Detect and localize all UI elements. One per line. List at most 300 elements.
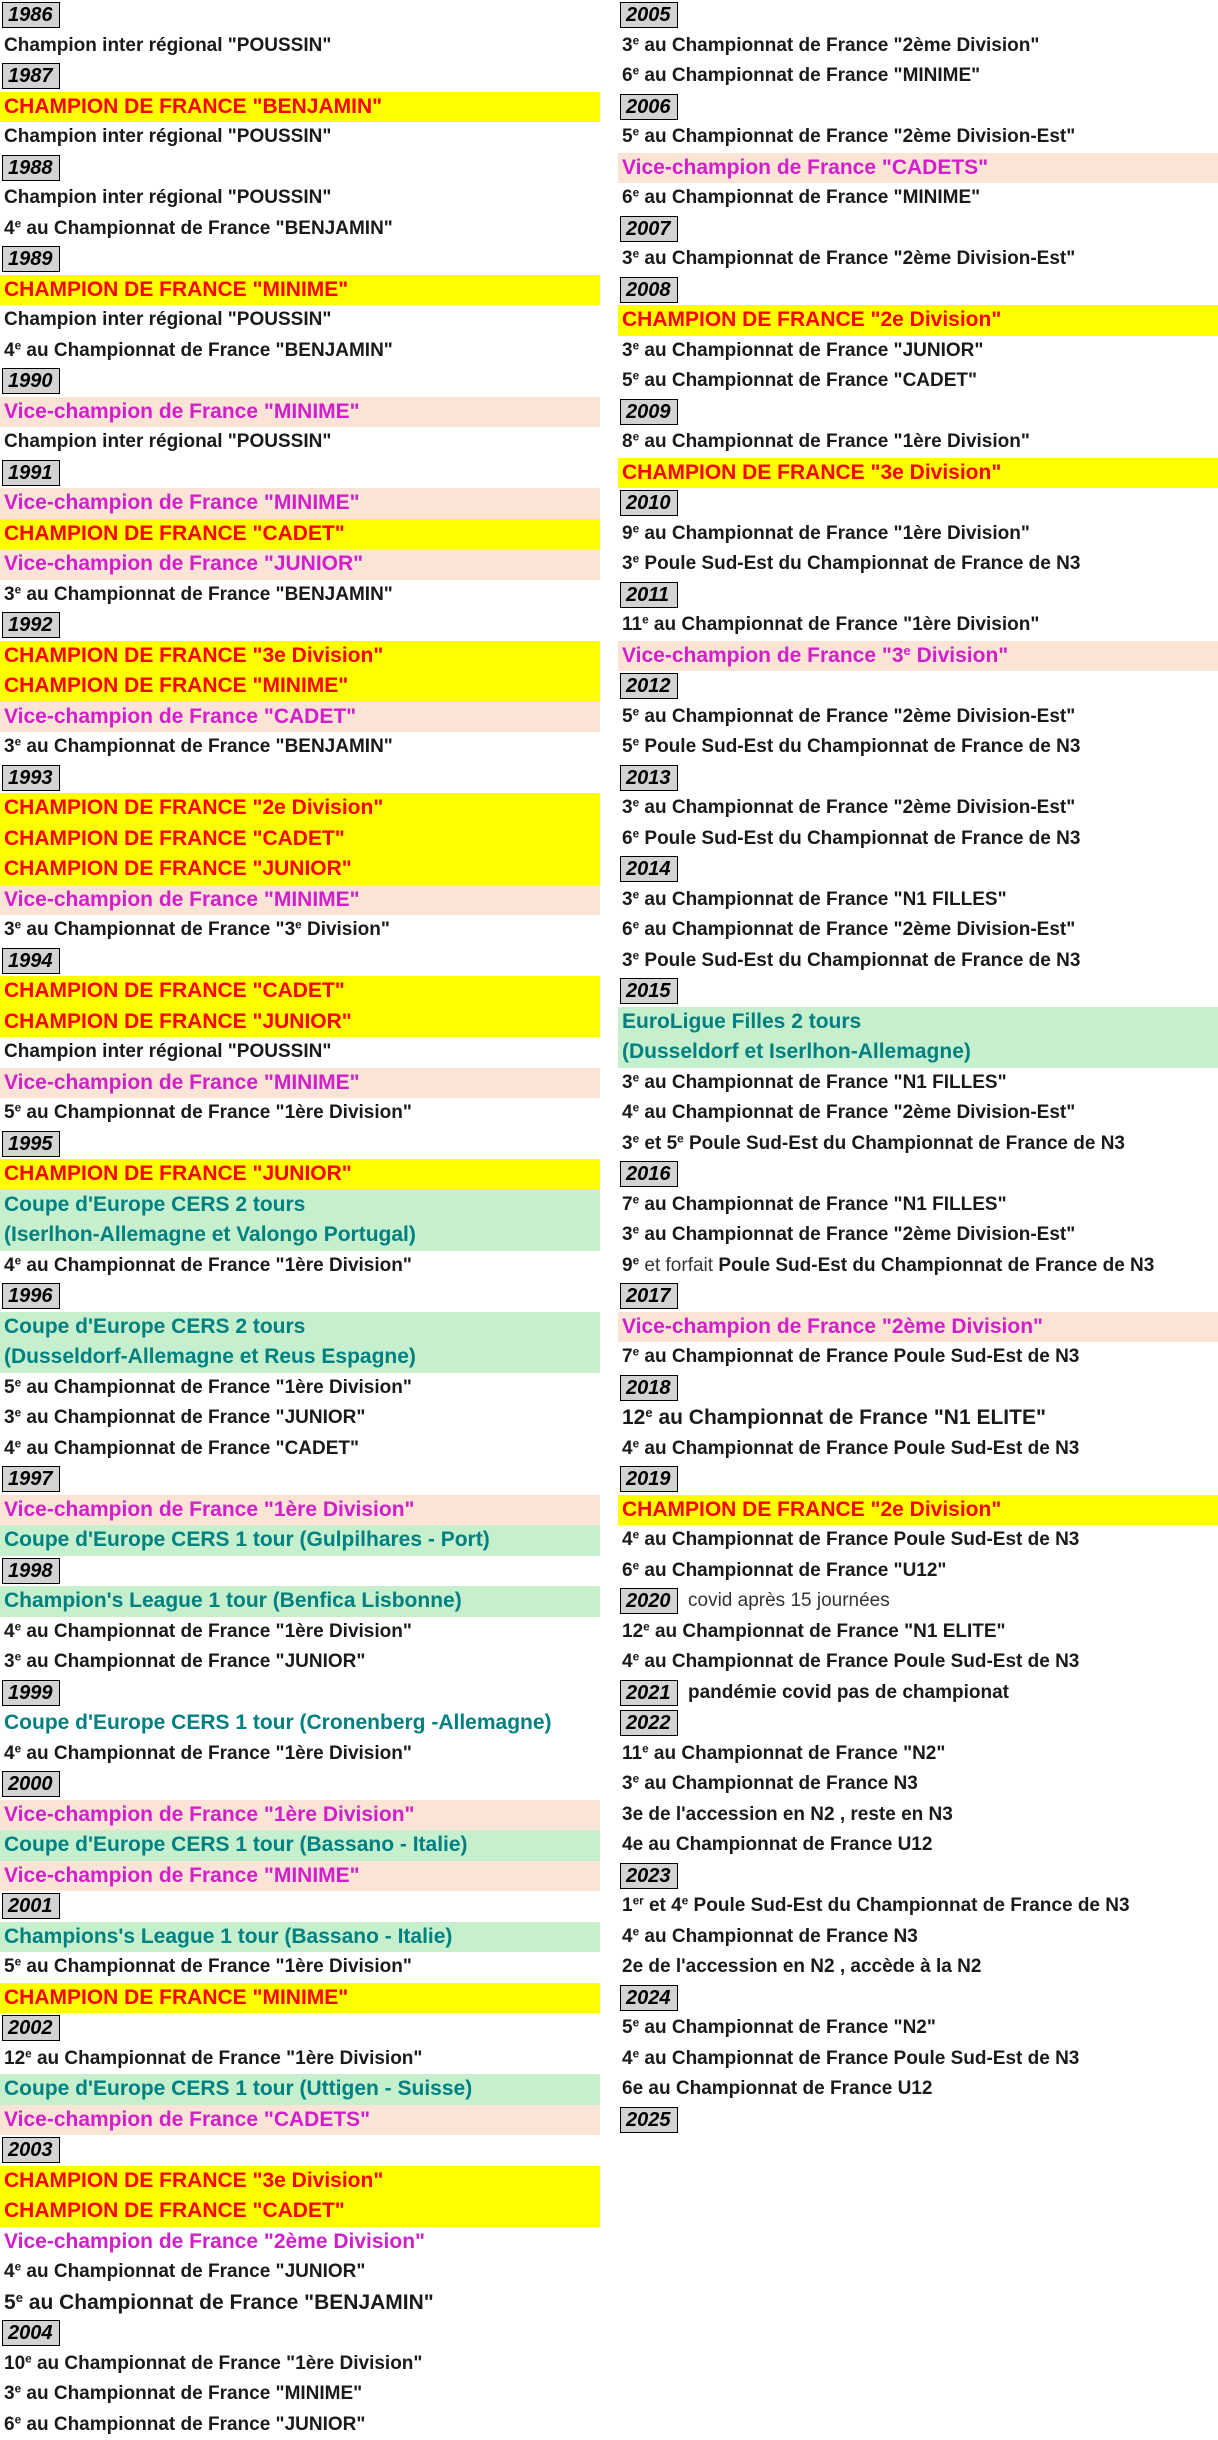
- entry-text: Poule Sud-Est du Championnat de France de N3: [639, 553, 1080, 574]
- result-entry: [0, 1952, 600, 1983]
- vice-champion-entry: [0, 885, 600, 916]
- champion-entry: [0, 519, 600, 550]
- ordinal-suffix: e: [643, 1620, 650, 1633]
- palmares-column-right: [618, 0, 1218, 2135]
- entry-text: 4: [622, 1651, 633, 1672]
- year-row: [618, 580, 1218, 611]
- result-entry: [618, 336, 1218, 367]
- entry-text: 3: [622, 797, 633, 818]
- entry-text: 6: [622, 828, 633, 849]
- year-row: [0, 458, 600, 489]
- year-row: [618, 1281, 1218, 1312]
- entry-text: au Championnat de France Poule Sud-Est de N3: [639, 1346, 1079, 1367]
- entry-text: Vice-champion de France "JUNIOR": [4, 552, 363, 575]
- entry-text: 4: [4, 1438, 15, 1459]
- european-cup-entry: [0, 1708, 600, 1739]
- european-cup-entry: [0, 1312, 600, 1373]
- year-row: [618, 275, 1218, 306]
- year-row: [618, 1159, 1218, 1190]
- entry-text: au Championnat de France "BENJAMIN": [23, 2291, 434, 2314]
- result-entry: [618, 2013, 1218, 2044]
- entry-text: 3: [622, 35, 633, 56]
- result-entry: [618, 1830, 1218, 1861]
- year-label: 2025: [620, 2107, 678, 2133]
- entry-text: 3: [4, 1651, 15, 1672]
- year-row: [0, 61, 600, 92]
- entry-text: 3: [622, 248, 633, 269]
- entry-text: 3: [4, 1407, 15, 1428]
- entry-text: 10: [4, 2353, 25, 2374]
- year-row: [618, 1586, 1218, 1617]
- entry-text: 9: [622, 1255, 633, 1276]
- ordinal-suffix: e: [633, 522, 640, 535]
- ordinal-suffix: e: [633, 1254, 640, 1267]
- ordinal-suffix: e: [633, 1925, 640, 1938]
- entry-text: 5: [622, 706, 633, 727]
- entry-text: au Championnat de France "N1 FILLES": [639, 889, 1006, 910]
- year-note: covid après 15 journées: [688, 1586, 890, 1617]
- year-row: [618, 92, 1218, 123]
- result-entry: [618, 732, 1218, 763]
- entry-text: 8: [622, 431, 633, 452]
- entry-text: Vice-champion de France "MINIME": [4, 888, 360, 911]
- entry-text: au Championnat de France Poule Sud-Est de N3: [639, 1651, 1079, 1672]
- entry-text: 3: [622, 950, 633, 971]
- year-row: [0, 763, 600, 794]
- ordinal-suffix: e: [677, 1132, 684, 1145]
- result-entry: [0, 1403, 600, 1434]
- champion-entry: [618, 1495, 1218, 1526]
- entry-text: 6: [622, 1560, 633, 1581]
- year-label: 2001: [2, 1893, 60, 1919]
- year-label: 2014: [620, 856, 678, 882]
- entry-text: Vice-champion de France "MINIME": [4, 1864, 360, 1887]
- entry-text: 3: [622, 1133, 633, 1154]
- entry-text: au Championnat de France "1ère Division": [649, 614, 1040, 635]
- entry-text: CHAMPION DE FRANCE "MINIME": [4, 278, 348, 301]
- ordinal-suffix: e: [15, 1620, 22, 1633]
- year-row: [0, 1556, 600, 1587]
- ordinal-suffix: e: [633, 1071, 640, 1084]
- vice-champion-entry: [0, 1861, 600, 1892]
- result-entry: [0, 31, 600, 62]
- result-entry: [618, 915, 1218, 946]
- year-row: [618, 763, 1218, 794]
- vice-champion-entry: [0, 2227, 600, 2258]
- year-label: 1994: [2, 948, 60, 974]
- entry-text: 3: [622, 1773, 633, 1794]
- vice-champion-entry: [618, 153, 1218, 184]
- year-label: 2002: [2, 2015, 60, 2041]
- entry-text: CHAMPION DE FRANCE "CADET": [4, 2199, 345, 2222]
- year-label: 1986: [2, 2, 60, 28]
- champion-entry: [0, 793, 600, 824]
- ordinal-suffix: e: [15, 339, 22, 352]
- ordinal-suffix: e: [633, 1132, 640, 1145]
- ordinal-suffix: e: [633, 1559, 640, 1572]
- entry-text: au Championnat de France "MINIME": [639, 65, 980, 86]
- ordinal-suffix: e: [633, 431, 640, 444]
- entry-text: 5: [622, 2017, 633, 2038]
- ordinal-suffix: e: [633, 248, 640, 261]
- year-row: [0, 1129, 600, 1160]
- entry-line: Coupe d'Europe CERS 2 tours: [4, 1190, 600, 1221]
- entry-text: 3: [622, 1072, 633, 1093]
- entry-text: 7: [622, 1194, 633, 1215]
- entry-text: au Championnat de France "N2": [639, 2017, 936, 2038]
- ordinal-suffix: e: [633, 1224, 640, 1237]
- year-row: [618, 1861, 1218, 1892]
- result-entry: [618, 1769, 1218, 1800]
- entry-text: au Championnat de France "2ème Division-Est": [639, 248, 1075, 269]
- year-label: 2016: [620, 1161, 678, 1187]
- year-row: [0, 1678, 600, 1709]
- result-entry: [0, 1617, 600, 1648]
- entry-text: 5: [4, 1956, 15, 1977]
- entry-line: EuroLigue Filles 2 tours: [622, 1007, 1218, 1038]
- year-label: 2011: [620, 582, 678, 608]
- palmares-column-left: [0, 0, 600, 2440]
- entry-text: Champion's League 1 tour (Benfica Lisbonne): [4, 1589, 462, 1612]
- entry-text: au Championnat de France "CADET": [639, 370, 977, 391]
- entry-text: au Championnat de France "JUNIOR": [21, 2414, 365, 2435]
- entry-text: au Championnat de France "BENJAMIN": [21, 218, 393, 239]
- entry-line: (Dusseldorf-Allemagne et Reus Espagne): [4, 1342, 600, 1373]
- entry-text: 7: [622, 1346, 633, 1367]
- ordinal-suffix: er: [633, 1895, 644, 1908]
- entry-text: au Championnat de France Poule Sud-Est de N3: [639, 1438, 1079, 1459]
- year-row: [618, 397, 1218, 428]
- year-row: [0, 1891, 600, 1922]
- year-label: 2023: [620, 1863, 678, 1889]
- ordinal-suffix: e: [15, 1407, 22, 1420]
- entry-text: CHAMPION DE FRANCE "2e Division": [4, 796, 383, 819]
- entry-text: au Championnat de France "2ème Division-Est": [639, 797, 1075, 818]
- year-row: [618, 2105, 1218, 2136]
- ordinal-suffix: e: [633, 827, 640, 840]
- year-label: 2009: [620, 399, 678, 425]
- result-entry: [618, 1190, 1218, 1221]
- result-entry: [0, 2257, 600, 2288]
- ordinal-suffix: e: [15, 736, 22, 749]
- european-cup-entry: [0, 1525, 600, 1556]
- ordinal-suffix: e: [633, 919, 640, 932]
- result-entry: [618, 122, 1218, 153]
- entry-text: au Championnat de France "1ère Division": [21, 1377, 412, 1398]
- entry-text: Vice-champion de France "2ème Division": [4, 2230, 425, 2253]
- entry-text: Division": [302, 919, 390, 940]
- year-row: [618, 1708, 1218, 1739]
- ordinal-suffix: e: [633, 1773, 640, 1786]
- year-label: 2022: [620, 1710, 678, 1736]
- ordinal-suffix: e: [25, 2352, 32, 2365]
- year-label: 2024: [620, 1985, 678, 2011]
- entry-text: CHAMPION DE FRANCE "3e Division": [622, 461, 1001, 484]
- result-entry: [618, 2044, 1218, 2075]
- result-entry: [0, 1739, 600, 1770]
- champion-entry: [0, 1983, 600, 2014]
- year-label: 1990: [2, 368, 60, 394]
- entry-text: 4: [4, 340, 15, 361]
- result-entry: [0, 1373, 600, 1404]
- result-entry: [0, 2349, 600, 2380]
- entry-text: Vice-champion de France "MINIME": [4, 400, 360, 423]
- result-entry: [0, 1434, 600, 1465]
- entry-text: au Championnat de France "BENJAMIN": [21, 340, 393, 361]
- entry-text: Poule Sud-Est du Championnat de France de N3: [688, 1895, 1129, 1916]
- entry-text: au Championnat de France "2ème Division-Est": [639, 1224, 1075, 1245]
- entry-text: Poule Sud-Est du Championnat de France de N3: [684, 1133, 1125, 1154]
- result-entry: [618, 1098, 1218, 1129]
- year-label: 2013: [620, 765, 678, 791]
- result-entry: [618, 1556, 1218, 1587]
- entry-text: au Championnat de France "JUNIOR": [21, 2261, 365, 2282]
- entry-text: Champion inter régional "POUSSIN": [4, 309, 331, 330]
- ordinal-suffix: e: [16, 2289, 23, 2304]
- entry-text: Vice-champion de France "CADETS": [4, 2108, 370, 2131]
- champion-entry: [0, 1159, 600, 1190]
- entry-text: 6e au Championnat de France U12: [622, 2078, 932, 2099]
- year-label: 1989: [2, 246, 60, 272]
- champion-entry: [0, 1007, 600, 1038]
- european-cup-entry: [0, 1830, 600, 1861]
- ordinal-suffix: e: [295, 919, 302, 932]
- entry-text: au Championnat de France "BENJAMIN": [21, 736, 393, 757]
- year-row: [618, 976, 1218, 1007]
- ordinal-suffix: e: [633, 1346, 640, 1359]
- result-entry: [0, 915, 600, 946]
- year-row: [0, 0, 600, 31]
- entry-text: 12: [4, 2048, 25, 2069]
- year-label: 2000: [2, 1771, 60, 1797]
- year-label: 2019: [620, 1466, 678, 1492]
- champion-entry: [0, 641, 600, 672]
- ordinal-suffix: e: [633, 797, 640, 810]
- ordinal-suffix: e: [633, 705, 640, 718]
- entry-text: 2e de l'accession en N2 , accède à la N2: [622, 1956, 981, 1977]
- result-entry: [618, 824, 1218, 855]
- result-entry: [618, 1617, 1218, 1648]
- ordinal-suffix: e: [633, 187, 640, 200]
- year-label: 1999: [2, 1680, 60, 1706]
- result-entry: [618, 1800, 1218, 1831]
- year-label: 2017: [620, 1283, 678, 1309]
- year-row: [0, 1281, 600, 1312]
- year-label: 2005: [620, 2, 678, 28]
- result-entry: [618, 1342, 1218, 1373]
- entry-text: Champions's League 1 tour (Bassano - Italie): [4, 1925, 452, 1948]
- year-note: pandémie covid pas de championat: [688, 1678, 1009, 1709]
- entry-text: Champion inter régional "POUSSIN": [4, 126, 331, 147]
- european-cup-entry: [0, 1190, 600, 1251]
- entry-text: au Championnat de France "U12": [639, 1560, 946, 1581]
- vice-champion-entry: [0, 702, 600, 733]
- ordinal-suffix: e: [15, 2261, 22, 2274]
- ordinal-suffix: e: [633, 1193, 640, 1206]
- entry-text: 5: [4, 2291, 16, 2314]
- ordinal-suffix: e: [633, 370, 640, 383]
- result-entry: [0, 214, 600, 245]
- result-entry: [618, 183, 1218, 214]
- year-label: 1987: [2, 63, 60, 89]
- entry-text: au Championnat de France "BENJAMIN": [21, 584, 393, 605]
- ordinal-suffix: e: [15, 583, 22, 596]
- ordinal-suffix: e: [15, 1102, 22, 1115]
- ordinal-suffix: e: [645, 1405, 652, 1420]
- entry-text: Poule Sud-Est du Championnat de France de N3: [639, 828, 1080, 849]
- entry-text: au Championnat de France "CADET": [21, 1438, 359, 1459]
- entry-text: 3: [4, 2383, 15, 2404]
- result-entry: [0, 305, 600, 336]
- ordinal-suffix: e: [633, 949, 640, 962]
- entry-text: 3: [4, 736, 15, 757]
- year-label: 1988: [2, 155, 60, 181]
- result-entry: [618, 366, 1218, 397]
- result-entry: [618, 885, 1218, 916]
- ordinal-suffix: e: [633, 126, 640, 139]
- entry-text: au Championnat de France "1ère Division": [21, 1743, 412, 1764]
- result-entry: [618, 427, 1218, 458]
- entry-text: Poule Sud-Est du Championnat de France de N3: [713, 1255, 1154, 1276]
- entry-text: Vice-champion de France "MINIME": [4, 1071, 360, 1094]
- ordinal-suffix: e: [15, 1651, 22, 1664]
- year-row: [618, 214, 1218, 245]
- entry-text: au Championnat de France "N2": [649, 1743, 946, 1764]
- entry-text: au Championnat de France "2ème Division-Est": [639, 706, 1075, 727]
- entry-text: Coupe d'Europe CERS 1 tour (Bassano - Italie): [4, 1833, 468, 1856]
- entry-text: CHAMPION DE FRANCE "CADET": [4, 979, 345, 1002]
- year-label: 2006: [620, 94, 678, 120]
- entry-text: 1: [622, 1895, 633, 1916]
- year-label: 2020: [620, 1588, 678, 1614]
- year-label: 2010: [620, 490, 678, 516]
- entry-text: CHAMPION DE FRANCE "JUNIOR": [4, 1010, 352, 1033]
- entry-text: et 4: [644, 1895, 682, 1916]
- entry-text: CHAMPION DE FRANCE "CADET": [4, 827, 345, 850]
- year-label: 2012: [620, 673, 678, 699]
- result-entry: [618, 1220, 1218, 1251]
- result-entry: [0, 2410, 600, 2440]
- result-entry: [618, 1891, 1218, 1922]
- vice-champion-entry: [0, 1068, 600, 1099]
- entry-text: CHAMPION DE FRANCE "JUNIOR": [4, 857, 352, 880]
- entry-text: 6: [622, 187, 633, 208]
- entry-text: CHAMPION DE FRANCE "2e Division": [622, 1498, 1001, 1521]
- year-label: 1995: [2, 1131, 60, 1157]
- result-entry: [618, 1739, 1218, 1770]
- entry-text: et 5: [639, 1133, 677, 1154]
- champion-entry: [0, 275, 600, 306]
- ordinal-suffix: e: [15, 1742, 22, 1755]
- entry-text: au Championnat de France "3: [21, 919, 295, 940]
- champion-entry: [0, 854, 600, 885]
- result-entry: [618, 1129, 1218, 1160]
- entry-text: 3: [4, 584, 15, 605]
- entry-text: au Championnat de France "MINIME": [21, 2383, 362, 2404]
- result-entry: [0, 1098, 600, 1129]
- entry-text: 4e au Championnat de France U12: [622, 1834, 932, 1855]
- ordinal-suffix: e: [15, 1376, 22, 1389]
- year-label: 1993: [2, 765, 60, 791]
- ordinal-suffix: e: [633, 2017, 640, 2030]
- ordinal-suffix: e: [633, 553, 640, 566]
- result-entry: [0, 1037, 600, 1068]
- ordinal-suffix: e: [15, 217, 22, 230]
- entry-text: 6: [4, 2414, 15, 2435]
- result-entry: [0, 336, 600, 367]
- champion-entry: [0, 2196, 600, 2227]
- year-row: [0, 2013, 600, 2044]
- entry-text: au Championnat de France "1ère Division": [21, 1956, 412, 1977]
- result-entry: [618, 2074, 1218, 2105]
- entry-text: 4: [622, 1102, 633, 1123]
- ordinal-suffix: e: [25, 2047, 32, 2060]
- result-entry: [618, 1403, 1218, 1434]
- result-entry: [618, 702, 1218, 733]
- entry-text: 12: [622, 1621, 643, 1642]
- entry-text: 5: [622, 736, 633, 757]
- result-entry: [618, 31, 1218, 62]
- entry-text: 4: [4, 1255, 15, 1276]
- result-entry: [0, 580, 600, 611]
- entry-text: au Championnat de France N3: [639, 1926, 918, 1947]
- entry-text: au Championnat de France "N1 FILLES": [639, 1194, 1006, 1215]
- entry-text: au Championnat de France "1ère Division": [639, 523, 1030, 544]
- entry-text: 4: [622, 2048, 633, 2069]
- result-entry: [0, 1251, 600, 1282]
- result-entry: [0, 2044, 600, 2075]
- vice-champion-entry: [0, 1495, 600, 1526]
- champion-entry: [618, 305, 1218, 336]
- year-row: [0, 1769, 600, 1800]
- entry-text: Champion inter régional "POUSSIN": [4, 1041, 331, 1062]
- entry-text: 4: [622, 1529, 633, 1550]
- entry-line: Coupe d'Europe CERS 2 tours: [4, 1312, 600, 1343]
- year-row: [0, 244, 600, 275]
- entry-text: CHAMPION DE FRANCE "CADET": [4, 522, 345, 545]
- year-label: 2004: [2, 2320, 60, 2346]
- entry-text: 4: [622, 1926, 633, 1947]
- vice-champion-entry: [618, 1312, 1218, 1343]
- year-row: [618, 854, 1218, 885]
- vice-champion-entry: [0, 397, 600, 428]
- year-row: [618, 0, 1218, 31]
- champion-entry: [0, 92, 600, 123]
- entry-text: Vice-champion de France "2ème Division": [622, 1315, 1043, 1338]
- champion-entry: [0, 2166, 600, 2197]
- entry-text: 4: [4, 1743, 15, 1764]
- year-label: 1998: [2, 1558, 60, 1584]
- ordinal-suffix: e: [633, 1651, 640, 1664]
- ordinal-suffix: e: [633, 1102, 640, 1115]
- vice-champion-entry: [0, 2105, 600, 2136]
- year-row: [0, 153, 600, 184]
- result-entry: [618, 1434, 1218, 1465]
- result-entry: [618, 519, 1218, 550]
- year-row: [0, 366, 600, 397]
- ordinal-suffix: e: [15, 1956, 22, 1969]
- entry-text: et: [639, 1255, 665, 1276]
- ordinal-suffix: e: [633, 888, 640, 901]
- vice-champion-entry: [0, 1800, 600, 1831]
- ordinal-suffix: e: [633, 1529, 640, 1542]
- year-row: [618, 488, 1218, 519]
- entry-text: au Championnat de France "2ème Division-Est": [639, 126, 1075, 147]
- entry-text: au Championnat de France "2ème Division-Est": [639, 919, 1075, 940]
- result-entry: [618, 244, 1218, 275]
- entry-text: CHAMPION DE FRANCE "3e Division": [4, 2169, 383, 2192]
- champion-entry: [0, 671, 600, 702]
